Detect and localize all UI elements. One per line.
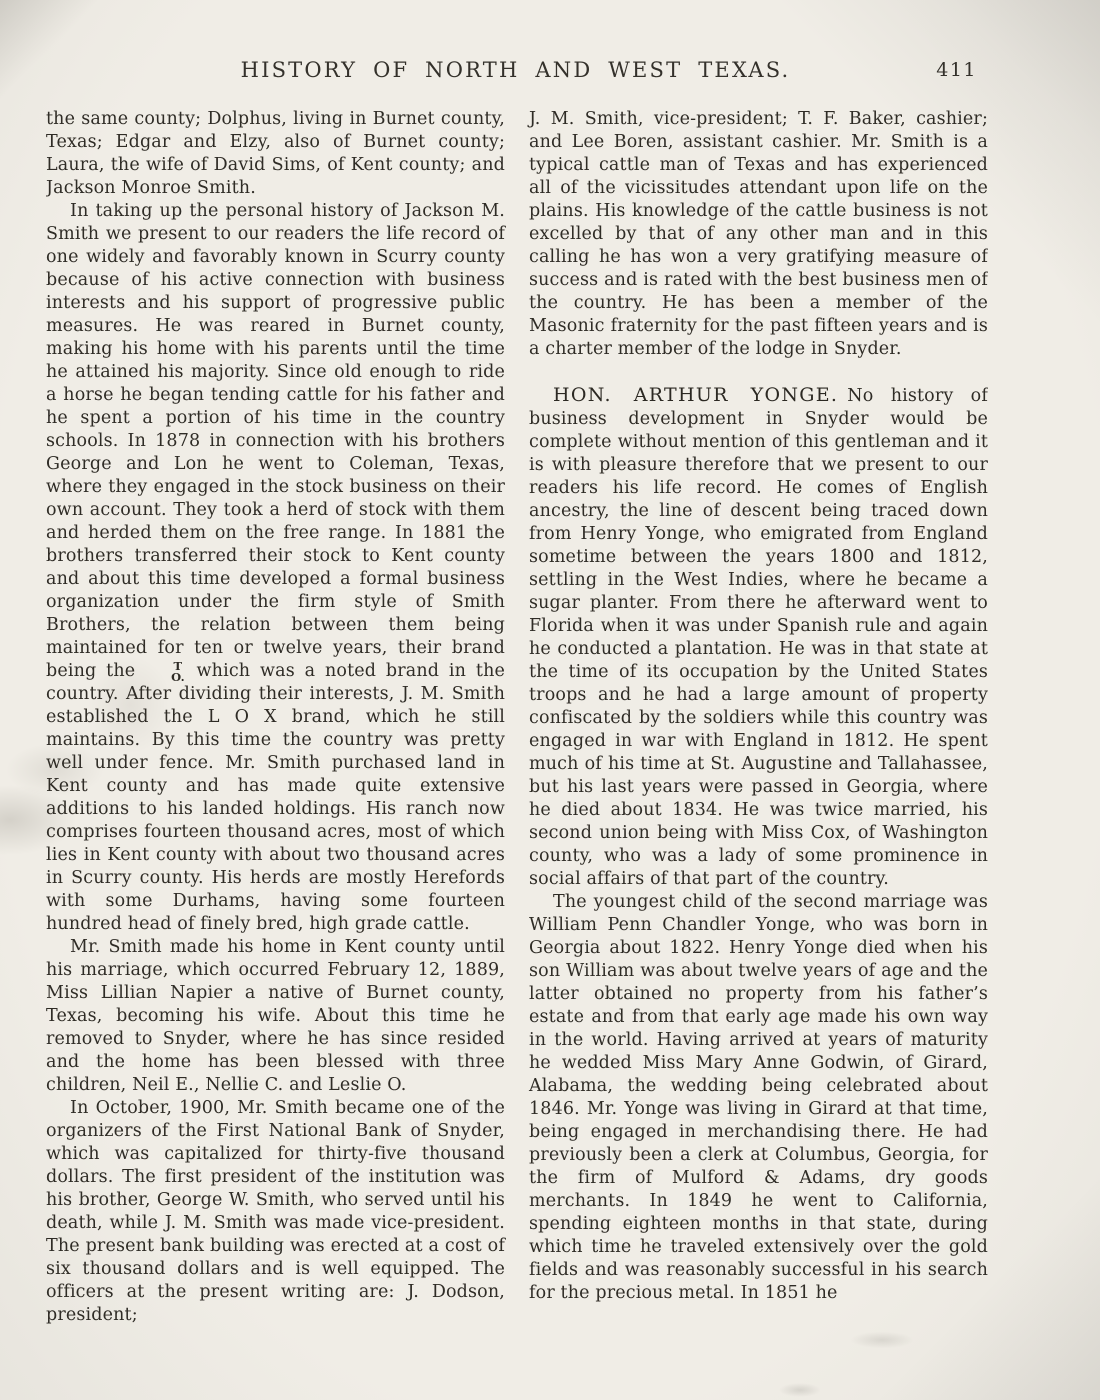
cattle-brand-symbol — [147, 661, 185, 683]
paragraph-yonge-biography — [529, 384, 988, 891]
paragraph-smith-family: the same county; Dolphus, living in Burnet county, Texas; Edgar and Elzy, also of Burnet county; Laura, the wife of David Sims, of Kent county; and Jackson Monroe Smith. — [46, 109, 505, 198]
left-column — [46, 108, 505, 1380]
running-title: HISTORY OF NORTH AND WEST TEXAS. — [240, 58, 791, 82]
section-heading-yonge: HON. ARTHUR YONGE. — [553, 384, 839, 406]
brand-letter-bottom: O. — [171, 670, 185, 684]
right-column — [529, 108, 988, 1380]
page-header — [46, 58, 985, 88]
paragraph-text: No history of business development in Snyder would be complete without mention of this gentleman and it is with pleasure therefore that we present to our readers his life record. He comes of English ancestry, the line of descent being traced down from Henry Yonge, who emigrated from England sometime between the years 1800 and 1812, settling in the West Indies, where he became a sugar planter. From there he afterward went to Florida when it was under Spanish rule and again he conducted a plantation. He was in that state at the time of its occupation by the United States troops and he had a large amount of property confiscated by the soldiers while this country was engaged in war with England in 1812. He spent much of his time at St. Augustine and Tallahassee, but his last years were passed in Georgia, where he died about 1834. He was twice married, his second union being with Miss Cox, of Washington county, who was a lady of some prominence in social affairs of that part of the country. — [529, 386, 988, 889]
paragraph-text: In taking up the personal history of Jackson M. Smith we present to our readers the life record of one widely and favorably known in Scurry county because of his active connection with business interests and his support of progressive public measures. He was reared in Burnet county, making his home with his parents until the time he attained his majority. Since old enough to ride a horse he began tending cattle for his father and he spent a portion of his time in the country schools. In 1878 in connection with his brothers George and Lon he went to Coleman, Texas, where they engaged in the stock business on their own account. They took a herd of stock with them and herded them on the free range. In 1881 the brothers transferred their stock to Kent county and about this time developed a formal business organization under the firm style of Smith Brothers, the relation between them being maintained for ten or twelve years, their brand being the — [46, 201, 505, 681]
paragraph-bank-officers-continued: J. M. Smith, vice-president; T. F. Baker, cashier; and Lee Boren, assistant cashier. Mr. Smith is a typical cattle man of Texas and has experienced all of the vicissitudes attendant upon life on the plains. His knowledge of the cattle business is not excelled by that of any other man and in this calling he has won a very gratifying measure of success and is rated with the best business men of the country. He has been a member of the Masonic fraternity for the past fifteen years and is a charter member of the lodge in Snyder. — [529, 109, 988, 359]
paragraph-text: which was a noted brand in the country. After dividing their interests, J. M. Smith established the L O X brand, which he still maintains. By this time the country was pretty well under fence. Mr. Smith purchased land in Kent county and has made quite extensive additions to his landed holdings. His ranch now comprises fourteen thousand acres, most of which lies in Kent county with about two thousand acres in Scurry county. His herds are mostly Herefords with some Durhams, having some fourteen hundred head of finely bred, high grade cattle. — [46, 661, 506, 934]
paragraph-smith-biography — [46, 200, 505, 936]
paragraph-smith-marriage: Mr. Smith made his home in Kent county until his marriage, which occurred February 12, 1889, Miss Lillian Napier a native of Burnet county, Texas, becoming his wife. About this time he removed to Snyder, where he has since resided and the home has been blessed with three children, Neil E., Nellie C. and Leslie O. — [46, 937, 505, 1095]
paragraph-yonge-family: The youngest child of the second marriage was William Penn Chandler Yonge, who was born in Georgia about 1822. Henry Yonge died when his son William was about twelve years of age and the latter obtained no property from his father’s estate and from that early age made his own way in the world. Having arrived at years of maturity he wedded Miss Mary Anne Godwin, of Girard, Alabama, the wedding being celebrated about 1846. Mr. Yonge was living in Girard at that time, being engaged in merchandising there. He had previously been a clerk at Columbus, Georgia, for the firm of Mulford & Adams, dry goods merchants. In 1849 he went to California, spending eighteen months in that state, during which time he traveled extensively over the gold fields and was reasonably successful in his search for the precious metal. In 1851 he — [529, 892, 988, 1303]
page-number: 411 — [936, 59, 977, 81]
text-columns — [46, 108, 988, 1380]
paragraph-smith-bank: In October, 1900, Mr. Smith became one of the organizers of the First National Bank of Snyder, which was capitalized for thirty-five thousand dollars. The first president of the institution was his brother, George W. Smith, who served until his death, while J. M. Smith was made vice-president. The present bank building was erected at a cost of six thousand dollars and is well equipped. The officers at the present writing are: J. Dodson, president; — [46, 1098, 505, 1325]
brand-letter-top: T — [173, 659, 183, 674]
